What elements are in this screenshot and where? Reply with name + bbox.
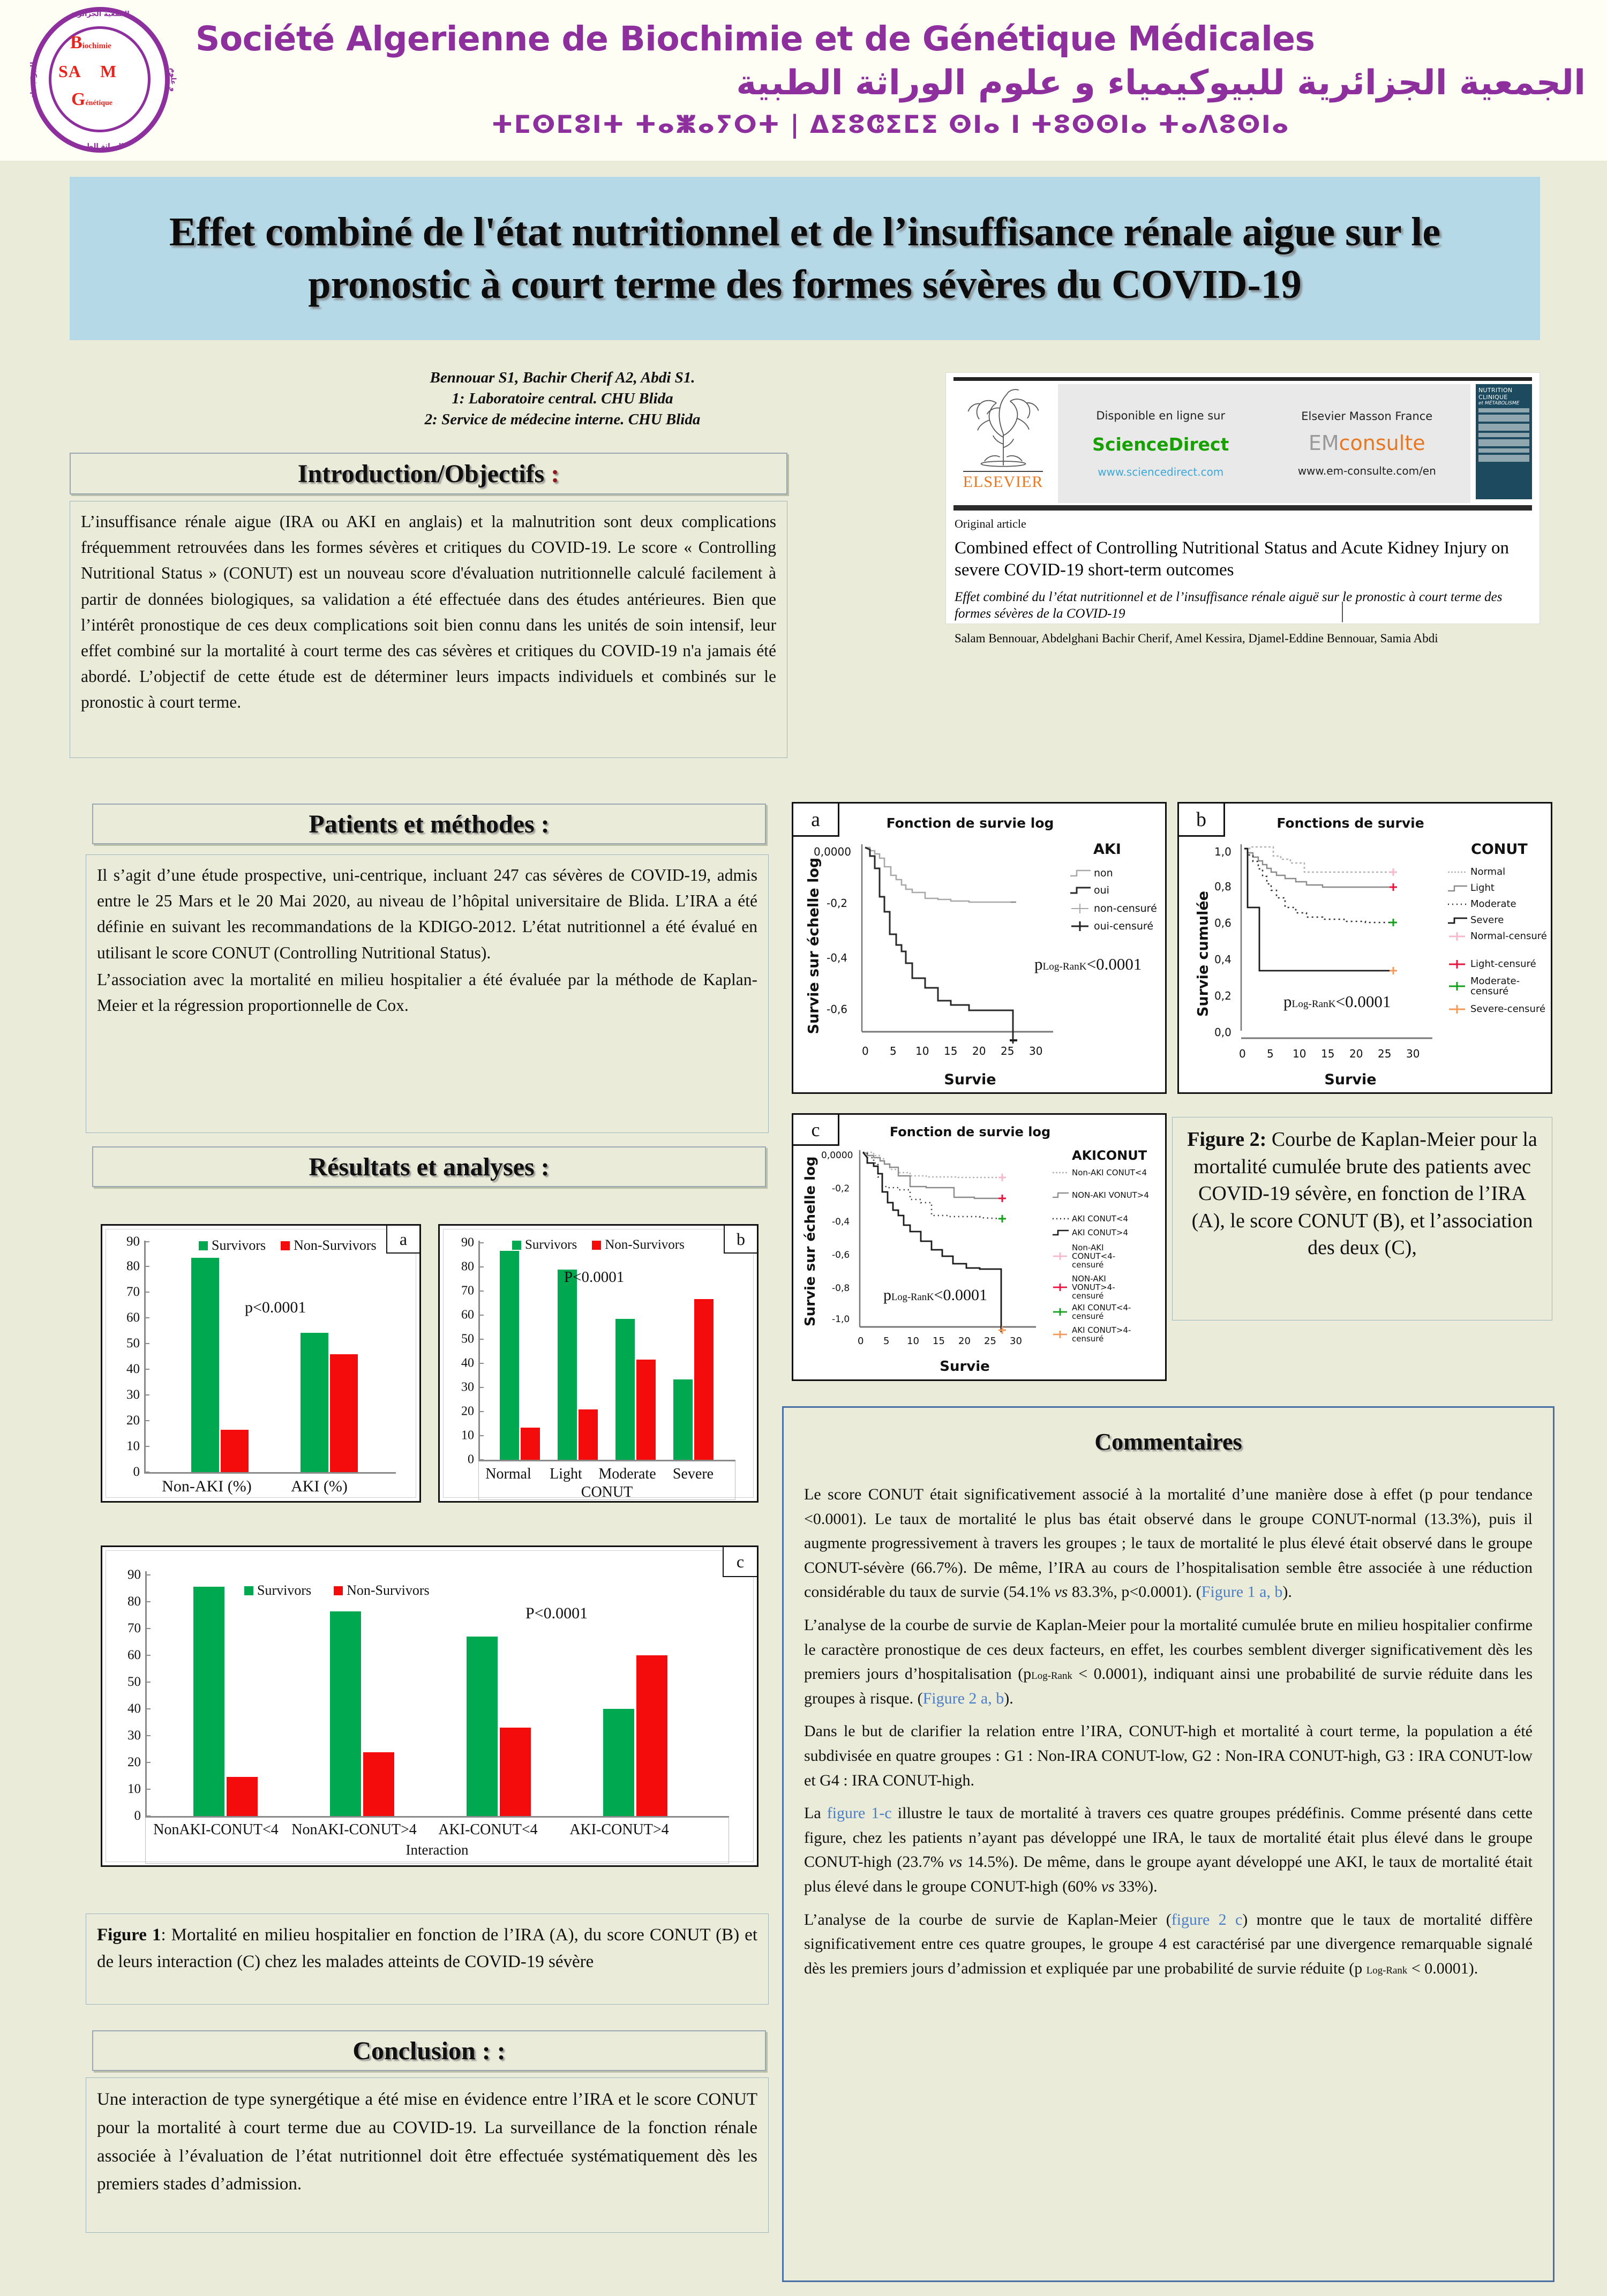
- category-label-light: Light: [550, 1466, 582, 1482]
- logo-letters-sa: SA: [58, 62, 81, 81]
- commentaires-paragraph-3: Dans le but de clarifier la relation entre l’IRA, CONUT-high et mortalité à court terme, la population a été subdivisée en quatre groupes : G1 : Non-IRA CONUT-low, G2 : Non-IRA CONUT-high, G3 : IRA CONUT-low et G4 : IRA CONUT-high.: [804, 1722, 1533, 1789]
- article-title-fr: Effet combiné du l’état nutritionnel et de l’insuffisance rénale aiguë sur le pronostic à court terme des formes sévères de la COVID-19: [955, 589, 1503, 621]
- pvalue-annotation-fig2b: pLog-RanK<0.0001: [1283, 992, 1391, 1011]
- category-label-aki: AKI (%): [291, 1477, 348, 1495]
- y-tick-fig1a: 40: [126, 1362, 140, 1376]
- elsevier-wordmark: ELSEVIER: [963, 471, 1043, 491]
- logo-ring-left-text: للبيوكيمياء: [29, 62, 38, 98]
- x-tick-fig2c: 5: [883, 1335, 890, 1347]
- logo-ring-right-text: و علوم: [169, 67, 177, 92]
- x-tick-fig2b: 30: [1406, 1047, 1420, 1060]
- pvalue-annotation-fig1a: p<0.0001: [245, 1299, 306, 1316]
- y-tick-fig1a: 0: [133, 1465, 140, 1479]
- x-tick-fig2a: 20: [972, 1045, 986, 1057]
- y-tick-fig1c: 0: [134, 1809, 141, 1823]
- author-block: [321, 367, 803, 430]
- sciencedirect-column: [1092, 409, 1229, 478]
- legend-title-fig2c: AKICONUT: [1072, 1148, 1147, 1163]
- x-axis-label-fig2b: Survie: [1324, 1071, 1377, 1088]
- logo-letters: [49, 26, 151, 132]
- y-tick-fig1c: 60: [127, 1648, 141, 1662]
- bar-nonsurvivors-moderate: [636, 1360, 656, 1460]
- category-label-g3: AKI-CONUT<4: [438, 1821, 538, 1838]
- y-tick-fig1b: 50: [461, 1332, 474, 1346]
- journal-article-screenshot: [945, 372, 1540, 645]
- category-label-g4: AKI-CONUT>4: [569, 1821, 669, 1838]
- commentaires-panel: [782, 1406, 1555, 2282]
- y-tick-fig1b: 70: [461, 1284, 474, 1298]
- pvalue-annotation-fig2c: pLog-RanK<0.0001: [883, 1286, 987, 1304]
- bar-survivors-g3: [467, 1637, 498, 1816]
- section-heading-introduction-text: Introduction/Objectifs :: [297, 459, 560, 488]
- panel-tag-b: b: [724, 1226, 757, 1254]
- legend-item-fig2b: Normal: [1447, 867, 1505, 877]
- y-tick-fig1a: 60: [126, 1310, 140, 1325]
- y-tick-fig2b: 1,0: [1214, 845, 1231, 858]
- y-tick-fig2c: 0,0000: [821, 1150, 853, 1161]
- commentaires-paragraph-5: L’analyse de la courbe de survie de Kaplan-Meier (figure 2 c) montre que le taux de mortalité diffère significativement entre ces quatre groupes, le groupe 4 est caractérisé par une divergence remarquable signalé dès les premiers jours d’admission et expliquée par une probabilité de survie réduite (p Log-Rank < 0.0001).: [804, 1910, 1533, 1977]
- line-style-icon: [1447, 916, 1468, 925]
- x-tick-fig2a: 5: [890, 1045, 897, 1057]
- cover-block: [1478, 415, 1529, 422]
- line-style-icon: [1052, 1191, 1070, 1199]
- line-style-icon: [1069, 886, 1092, 895]
- logo-letter-m: M: [100, 62, 117, 81]
- legend-item-fig2b: Light-censuré: [1447, 959, 1536, 969]
- chart-title-fig2a: Fonction de survie log: [886, 815, 1054, 831]
- cover-block: [1478, 433, 1529, 437]
- y-tick-fig1c: 50: [127, 1675, 141, 1689]
- cover-block: [1478, 448, 1529, 453]
- legend-item-fig2b: Severe: [1447, 915, 1504, 925]
- y-tick-fig1c: 90: [127, 1567, 141, 1582]
- y-tick-fig1b: 90: [461, 1235, 474, 1250]
- x-tick-fig2c: 20: [958, 1335, 971, 1347]
- society-name-block: [179, 19, 1607, 139]
- figure1-c-link[interactable]: figure 1-c: [827, 1804, 892, 1822]
- affiliation-1: 1: Laboratoire central. CHU Blida: [452, 389, 673, 407]
- y-tick-fig1c: 20: [127, 1755, 141, 1769]
- bar-survivors-g1: [193, 1587, 224, 1816]
- legend-item-fig2c: AKI CONUT<4-censuré: [1052, 1303, 1147, 1320]
- bar-survivors-normal: [500, 1251, 519, 1460]
- methods-paragraph-2: L’association avec la mortalité en milieu hospitalier a été évaluée par la méthode de Kaplan-Meier et la régression proportionnelle de Cox.: [97, 970, 757, 1015]
- figure2-ab-link[interactable]: Figure 2 a, b: [922, 1689, 1004, 1707]
- bar-survivors-g4: [603, 1709, 634, 1816]
- cover-block: [1478, 439, 1529, 446]
- society-logo: [24, 3, 179, 158]
- line-style-icon: [1447, 901, 1468, 908]
- line-style-icon: [1052, 1229, 1070, 1236]
- y-tick-fig1c: 40: [127, 1701, 141, 1716]
- category-label-normal: Normal: [485, 1466, 531, 1482]
- legend-item-fig2b: Severe-censuré: [1447, 1004, 1545, 1014]
- figure2-panel-a: [792, 802, 1167, 1094]
- censor-marker-icon: [1447, 981, 1468, 991]
- figure1-caption: [86, 1914, 769, 2005]
- conclusion-body: [86, 2077, 769, 2233]
- y-tick-fig1b: 80: [461, 1259, 474, 1274]
- category-label-moderate: Moderate: [598, 1466, 656, 1482]
- y-tick-fig2b: 0,4: [1214, 953, 1231, 966]
- legend-item-survivors: Survivors: [512, 1237, 577, 1252]
- society-header: [0, 0, 1607, 161]
- legend-title-fig2b: CONUT: [1471, 841, 1528, 858]
- y-tick-fig2c: -0,2: [832, 1183, 850, 1194]
- figure2-panel-c: [792, 1113, 1167, 1381]
- y-tick-fig2a: 0,0000: [814, 845, 851, 858]
- category-label-g1: NonAKI-CONUT<4: [153, 1821, 279, 1838]
- y-tick-fig2c: -0,4: [832, 1217, 850, 1227]
- author-names: Bennouar S1, Bachir Cherif A2, Abdi S1.: [430, 369, 695, 386]
- y-tick-fig1a: 20: [126, 1413, 140, 1428]
- section-heading-methods-text: Patients et méthodes :: [309, 809, 550, 838]
- x-tick-fig2b: 5: [1267, 1047, 1274, 1060]
- conclusion-paragraph: Une interaction de type synergétique a été mise en évidence entre l’IRA et le score CONUT pour la mortalité à court terme due au COVID-19. La surveillance de la fonction rénale associée à l’évaluation de l’état nutritionnel doit être effectuée systématiquement dès les premiers stades d’admission.: [97, 2090, 757, 2194]
- y-axis-label-fig2a: Survie sur échelle log: [805, 857, 822, 1034]
- cover-block: [1478, 424, 1529, 431]
- journal-cover-title: NUTRITION CLINIQUE: [1478, 387, 1513, 401]
- society-name-tifinagh: ⵜⵎⵙⵎⵓⵏⵜ ⵜⴰⵥⴰⵢⵔⵜ | ⵠⵉⵓⵛⵉⵎⵉ ⵙⵏⴰ ⵏ ⵜⵓⵙⵙⵏⴰ ⵜⴰⴷⵓⵙⵏⴰ: [491, 110, 1290, 139]
- poster-title-banner: [70, 177, 1540, 340]
- methods-paragraph-1: Il s’agit d’une étude prospective, uni-centrique, incluant 247 cas sévères de COVID-19, admis entre le 25 Mars et le 20 Mai 2020, au niveau de l’hôpital universitaire de Blida. L’IRA a été définie en suivant les recommandations de la KDIGO-2012. L’état nutritionnel a été évalué en utilisant le score CONUT (Controlling Nutritional Status).: [97, 866, 757, 962]
- x-axis-title-fig1c: Interaction: [405, 1842, 469, 1858]
- censor-marker-icon: [1447, 1004, 1468, 1014]
- logo-letter-g: Génétique: [71, 89, 113, 109]
- censor-marker-icon: [1069, 903, 1092, 914]
- x-tick-fig2c: 15: [933, 1335, 945, 1347]
- censor-marker-icon: [1052, 1283, 1070, 1292]
- y-tick-fig1b: 10: [461, 1428, 474, 1443]
- legend-item-fig2c: AKI CONUT>4: [1052, 1228, 1128, 1237]
- line-style-icon: [1447, 868, 1468, 876]
- figure1-caption-text: Figure 1: Mortalité en milieu hospitalier en fonction de l’IRA (A), du score CONUT (B) et de leurs interaction (C) chez les malades atteints de COVID-19 sévère: [97, 1925, 757, 1972]
- censor-marker-icon: [1069, 920, 1092, 932]
- bar-nonsurvivors-g4: [636, 1655, 667, 1816]
- bar-survivors-severe: [673, 1379, 693, 1460]
- legend-title-fig2a: AKI: [1093, 841, 1121, 858]
- commentaires-paragraph-1: Le score CONUT était significativement associé à la mortalité d’une manière dose à effet (p pour tendance <0.0001). Le taux de mortalité le plus bas était observé dans le groupe CONUT-normal (13.3%), puis il augmente progressivement à travers les groupes ; le taux de mortalité le plus élevé était observé dans le groupe CONUT-sévère (66.7%). De même, l’IRA au cours de l’hospitalisation semble être associée à une réduction considérable du taux de survie (54.1% vs 83.3%, p<0.0001). (Figure 1 a, b).: [804, 1485, 1533, 1601]
- panel-tag-c: c: [723, 1547, 757, 1577]
- figure2-panel-b: [1177, 802, 1552, 1094]
- category-label-severe: Severe: [672, 1466, 714, 1482]
- y-tick-fig1c: 80: [127, 1594, 141, 1609]
- pvalue-annotation-fig1b: P<0.0001: [564, 1269, 625, 1286]
- journal-bottom-rule: [953, 505, 1532, 511]
- emconsulte-column: [1297, 410, 1436, 622]
- legend-item-fig2c: AKI CONUT>4-censuré: [1052, 1326, 1147, 1343]
- legend-item-nonsurvivors: Non-Survivors: [592, 1237, 685, 1252]
- x-axis-fig1a: [144, 1472, 396, 1474]
- censor-marker-icon: [1052, 1308, 1070, 1316]
- pvalue-annotation-fig1c: P<0.0001: [525, 1604, 588, 1622]
- plot-area-fig1c: [127, 1567, 729, 1823]
- x-tick-fig2a: 30: [1029, 1045, 1043, 1057]
- y-axis-label-fig2b: Survie cumulée: [1195, 891, 1212, 1017]
- bar-survivors-aki: [301, 1333, 328, 1472]
- y-tick-fig1a: 50: [126, 1336, 140, 1350]
- figure2-caption: [1172, 1117, 1552, 1320]
- journal-cover-subtitle: et MÉTABOLISME: [1478, 401, 1520, 407]
- y-tick-fig2b: 0,0: [1214, 1026, 1231, 1039]
- article-authors: Salam Bennouar, Abdelghani Bachir Cherif, Amel Kessira, Djamel-Eddine Bennouar, Samia Abdi: [955, 631, 1438, 645]
- y-tick-fig2b: 0,8: [1214, 880, 1231, 893]
- x-tick-fig2c: 0: [858, 1335, 864, 1347]
- commentaires-paragraph-2: L’analyse de la courbe de survie de Kaplan-Meier pour la mortalité cumulée brute en milieu hospitalier confirme le caractère pronostique de ces deux facteurs, en effet, les courbes semblent diverger significativement dès les premiers jours d’hospitalisation (pLog-Rank < 0.0001), indiquant ainsi une probabilité de survie réduite dans les groupes à risque. (Figure 2 a, b).: [804, 1616, 1533, 1707]
- category-label-nonaki: Non-AKI (%): [162, 1477, 252, 1495]
- censor-marker-icon: [1052, 1252, 1070, 1260]
- legend-item-fig2a: oui: [1069, 885, 1109, 896]
- category-label-g2: NonAKI-CONUT>4: [291, 1821, 417, 1838]
- x-axis-label-fig2a: Survie: [944, 1071, 996, 1088]
- x-tick-fig2b: 25: [1378, 1047, 1392, 1060]
- x-tick-fig2b: 10: [1293, 1047, 1306, 1060]
- y-tick-fig2c: -1,0: [832, 1314, 850, 1325]
- line-style-icon: [1447, 884, 1468, 892]
- panel-tag-a: a: [386, 1226, 419, 1254]
- y-axis-fig1c: [145, 1571, 147, 1818]
- y-tick-fig2b: 0,2: [1214, 989, 1231, 1002]
- survival-plot-fig2a: [852, 844, 1056, 1042]
- section-heading-conclusion-text: Conclusion : :: [352, 2036, 506, 2065]
- publisher-label: Elsevier Masson France: [1301, 410, 1433, 423]
- legend-item-fig2b: Moderate-censuré: [1447, 976, 1551, 997]
- plot-area-fig1b: [461, 1235, 735, 1467]
- pvalue-annotation-fig2a: pLog-RanK<0.0001: [1034, 955, 1142, 973]
- bar-nonsurvivors-nonaki: [221, 1430, 249, 1472]
- section-heading-methods: [92, 804, 766, 844]
- legend-item-fig2c: NON-AKI VONUT>4: [1052, 1191, 1149, 1199]
- x-tick-fig2c: 30: [1010, 1335, 1022, 1347]
- x-tick-fig2b: 0: [1239, 1047, 1246, 1060]
- y-tick-fig1c: 10: [127, 1782, 141, 1796]
- available-online-label: Disponible en ligne sur: [1096, 409, 1226, 422]
- y-tick-fig2c: -0,6: [832, 1250, 850, 1260]
- bar-nonsurvivors-severe: [694, 1299, 714, 1460]
- commentaires-body: [784, 1482, 1553, 1980]
- bar-nonsurvivors-normal: [521, 1428, 540, 1460]
- logo-ring-top-text: الجمعية الجزائرية: [71, 10, 130, 18]
- bar-nonsurvivors-g1: [227, 1777, 258, 1816]
- y-tick-fig1b: 60: [461, 1308, 474, 1322]
- panel-tag-c: c: [793, 1115, 839, 1146]
- chart-title-fig2c: Fonction de survie log: [889, 1124, 1051, 1139]
- legend-item-fig2b: Light: [1447, 883, 1495, 893]
- cover-block: [1478, 455, 1529, 462]
- plot-area-fig1a: [126, 1234, 396, 1479]
- article-title-en: Combined effect of Controlling Nutritional Status and Acute Kidney Injury on severe COVID-19 short-term outcomes: [955, 538, 1510, 580]
- x-tick-fig2c: 10: [907, 1335, 919, 1347]
- legend-item-survivors: Survivors: [199, 1237, 266, 1254]
- bar-nonsurvivors-g3: [500, 1728, 531, 1816]
- y-axis-fig1b: [478, 1241, 480, 1461]
- x-axis-label-fig2c: Survie: [940, 1359, 990, 1375]
- figure1-panel-c: [101, 1545, 759, 1867]
- y-tick-fig1a: 10: [126, 1439, 140, 1453]
- legend-item-fig2c: NON-AKI VONUT>4-censuré: [1052, 1274, 1147, 1301]
- y-tick-fig1b: 0: [468, 1452, 474, 1467]
- survival-plot-fig2b: [1231, 844, 1435, 1045]
- x-tick-fig2a: 25: [1001, 1045, 1015, 1057]
- legend-item-fig2c: Non-AKI CONUT<4: [1052, 1168, 1147, 1177]
- society-name-arabic: الجمعية الجزائرية للبيوكيمياء و علوم الوراثة الطبية: [736, 63, 1586, 103]
- legend-item-nonsurvivors: Non-Survivors: [334, 1582, 430, 1599]
- figure1-panel-b: [438, 1224, 759, 1503]
- legend-item-fig2c: AKI CONUT<4: [1052, 1214, 1128, 1223]
- x-tick-fig2a: 15: [944, 1045, 958, 1057]
- y-tick-fig1a: 70: [126, 1285, 140, 1299]
- legend-item-fig2a: non: [1069, 868, 1113, 879]
- legend-item-nonsurvivors: Non-Survivors: [281, 1237, 377, 1254]
- section-heading-commentaires: Commentaires: [1094, 1429, 1242, 1455]
- y-axis-label-fig2c: Survie sur échelle log: [802, 1156, 818, 1326]
- logo-letter-b: Biochimie: [70, 33, 111, 52]
- y-tick-fig2a: -0,6: [827, 1003, 848, 1016]
- journal-cover-thumbnail: [1476, 384, 1532, 499]
- cover-block: [1478, 408, 1529, 412]
- y-tick-fig1b: 40: [461, 1356, 474, 1370]
- y-tick-fig1c: 70: [127, 1621, 141, 1635]
- emconsulte-url: www.em-consulte.com/en: [1297, 464, 1436, 477]
- page-title: Effet combiné de l'état nutritionnel et de l’insuffisance rénale aigue sur le pronostic à court terme des formes sévères du COVID-19: [169, 209, 1441, 307]
- emconsulte-logo: EM | consulte: [1308, 431, 1425, 622]
- section-heading-conclusion: [92, 2030, 766, 2071]
- bar-survivors-light: [558, 1270, 577, 1460]
- x-axis-title-fig1b: CONUT: [581, 1484, 633, 1500]
- bar-nonsurvivors-light: [579, 1409, 598, 1460]
- methods-body: [86, 854, 769, 1133]
- line-style-icon: [1069, 868, 1092, 878]
- chart-title-fig2b: Fonctions de survie: [1276, 815, 1424, 831]
- line-style-icon: [1052, 1169, 1070, 1176]
- y-tick-fig1a: 80: [126, 1259, 140, 1273]
- sciencedirect-logo: ScienceDirect: [1092, 433, 1229, 455]
- section-heading-introduction: [70, 453, 787, 494]
- section-heading-results: [92, 1146, 766, 1187]
- figure1-panel-a: [101, 1224, 421, 1503]
- y-tick-fig1b: 30: [461, 1380, 474, 1394]
- introduction-paragraph: L’insuffisance rénale aigue (IRA ou AKI en anglais) et la malnutrition sont deux complications fréquemment retrouvées dans les formes sévères et critiques du COVID-19. Le score « Controlling Nutritional Status » (CONUT) est un nouveau score d'évaluation nutritionnelle calculé facilement à partir de données biologiques, sa validation a été effectuée dans des études antérieures. Bien que l’intérêt pronostique de ces deux complications soit bien connu dans les unités de soin intensif, leur effet combiné sur la mortalité à court terme des cas sévères et critiques du COVID-19 n'a jamais été abordé. L’objectif de cette étude est de déterminer leurs impacts individuels et combinés sur le pronostic à court terme.: [81, 512, 776, 712]
- x-tick-fig2c: 25: [984, 1335, 996, 1347]
- y-tick-fig2c: -0,8: [832, 1283, 850, 1294]
- affiliation-2: 2: Service de médecine interne. CHU Blida: [424, 410, 701, 428]
- legend-item-fig2c: Non-AKI CONUT<4-censuré: [1052, 1243, 1147, 1270]
- society-name-french: Société Algerienne de Biochimie et de Génétique Médicales: [196, 19, 1315, 58]
- bar-nonsurvivors-aki: [330, 1354, 358, 1472]
- legend-item-fig2b: Moderate: [1447, 899, 1516, 909]
- bar-nonsurvivors-g2: [363, 1752, 394, 1816]
- panel-tag-a: a: [793, 804, 839, 837]
- bar-survivors-nonaki: [191, 1258, 219, 1472]
- commentaires-paragraph-4: La figure 1-c illustre le taux de mortalité à travers ces quatre groupes prédéfinis. Comme présenté dans cette figure, chez les patients n’ayant pas développé une IRA, le taux de mortalité était plus élevé dans le groupe CONUT-high (23.7% vs 14.5%). De même, dans le groupe ayant développé une AKI, le taux de mortalité était plus élevé dans le groupe CONUT-high (60% vs 33%).: [804, 1804, 1533, 1895]
- line-style-icon: [1052, 1215, 1070, 1222]
- figure2-caption-text: Figure 2: Courbe de Kaplan-Meier pour la mortalité cumulée brute des patients avec COVID-19 sévère, en fonction de l’IRA (A), le score CONUT (B), et l’association des deux (C),: [1187, 1128, 1537, 1259]
- legend-item-fig2a: non-censuré: [1069, 903, 1157, 914]
- elsevier-tree-icon: [960, 384, 1046, 470]
- x-tick-fig2a: 0: [862, 1045, 869, 1057]
- panel-tag-b: b: [1179, 804, 1225, 837]
- section-heading-results-text: Résultats et analyses :: [309, 1152, 550, 1181]
- legend-item-fig2b: Normal-censuré: [1447, 931, 1547, 941]
- sciencedirect-url: www.sciencedirect.com: [1098, 465, 1224, 478]
- survival-plot-fig2c: [851, 1150, 1039, 1335]
- legend-item-survivors: Survivors: [244, 1582, 311, 1599]
- y-tick-fig2a: -0,2: [827, 897, 848, 910]
- elsevier-logo: [953, 384, 1053, 503]
- censor-marker-icon: [1447, 959, 1468, 969]
- x-tick-fig2b: 20: [1349, 1047, 1363, 1060]
- censor-marker-icon: [1052, 1330, 1070, 1339]
- y-tick-fig1c: 30: [127, 1728, 141, 1743]
- y-tick-fig2a: -0,4: [827, 951, 848, 964]
- y-tick-fig1a: 30: [126, 1387, 140, 1402]
- y-tick-fig1a: 90: [126, 1234, 140, 1249]
- x-tick-fig2b: 15: [1321, 1047, 1335, 1060]
- x-tick-fig2a: 10: [915, 1045, 929, 1057]
- figure1-ab-link[interactable]: Figure 1 a, b: [1201, 1583, 1283, 1601]
- introduction-body: [70, 501, 787, 758]
- legend-item-fig2a: oui-censuré: [1069, 920, 1153, 932]
- logo-ring-bottom-text: الوراثة الطبية: [77, 142, 124, 151]
- bar-survivors-moderate: [615, 1319, 635, 1460]
- y-axis-fig1a: [144, 1241, 146, 1474]
- journal-top-rule: [953, 377, 1532, 381]
- article-type-label: Original article: [955, 517, 1026, 530]
- figure2-c-link[interactable]: figure 2 c: [1171, 1910, 1243, 1929]
- y-tick-fig2b: 0,6: [1214, 917, 1231, 929]
- censor-marker-icon: [1447, 932, 1468, 941]
- bar-survivors-g2: [330, 1611, 361, 1816]
- y-tick-fig1b: 20: [461, 1404, 474, 1419]
